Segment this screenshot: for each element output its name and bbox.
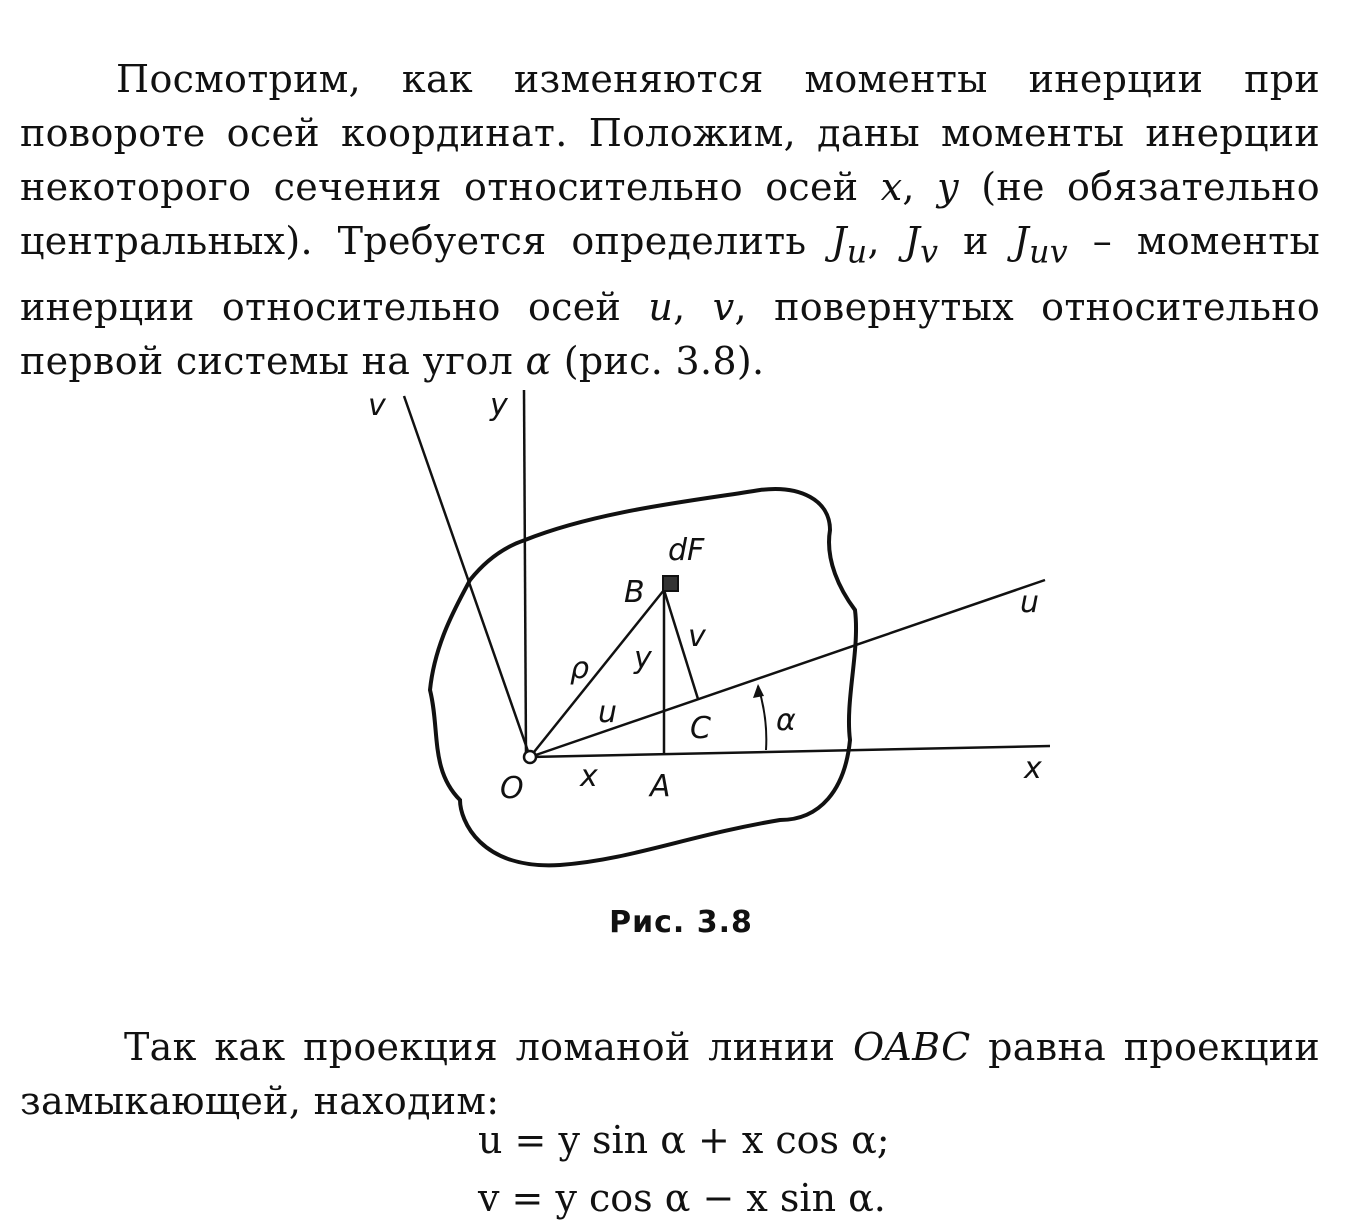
label-y-segment: y (634, 641, 652, 676)
label-u-segment: u (598, 695, 618, 730)
figure-3-8 (330, 370, 1070, 900)
df-element (663, 576, 678, 591)
var-v: v (712, 284, 735, 329)
label-df: dF (668, 533, 705, 568)
var-alpha: α (525, 338, 552, 383)
label-b: B (624, 575, 645, 610)
label-a: A (650, 769, 671, 804)
var-oabc: OABC (852, 1025, 971, 1069)
label-y-axis: y (490, 388, 508, 423)
y-axis-line (524, 390, 526, 757)
var-u: u (648, 284, 674, 329)
var-jv: $J_v$ (904, 219, 939, 271)
label-u-axis: u (1020, 585, 1040, 620)
var-x: x (880, 165, 903, 209)
formula-v: v = y cos α − x sin α. (478, 1176, 886, 1220)
origin-point (524, 751, 536, 763)
label-v-segment: v (688, 619, 706, 654)
label-rho: ρ (570, 651, 590, 686)
alpha-arrowhead (753, 684, 764, 698)
section-outline (430, 489, 856, 865)
var-ju: $J_u$ (831, 219, 868, 271)
label-x-segment: x (580, 759, 598, 794)
label-alpha: α (776, 703, 796, 738)
label-v-axis: v (368, 388, 386, 423)
var-juv: $J_{uv}$ (1013, 219, 1068, 271)
projection-paragraph: Так как проекция ломаной линии OABC равна проекции замыкающей, находим: (20, 1025, 1320, 1123)
figure-caption: Рис. 3.8 (609, 905, 753, 940)
label-c: C (690, 711, 711, 746)
label-o: O (500, 771, 524, 806)
intro-paragraph: Посмотрим, как изменяются моменты инерции при повороте осей координат. Положим, даны моменты инерции некоторого сечения относительно осей x, y (не обязательно центральных). Требуется определить $J_u$, $J_v$ и $J_{uv}$ – моменты инерции относительно осей u, v, повернутых относительно первой системы на угол α (рис. 3.8). (20, 57, 1321, 383)
var-y: y (937, 165, 959, 209)
x-axis-line (530, 746, 1050, 757)
formula-u: u = y sin α + x cos α; (478, 1118, 890, 1162)
label-x-axis: x (1024, 751, 1042, 786)
v-axis-line (404, 396, 530, 757)
